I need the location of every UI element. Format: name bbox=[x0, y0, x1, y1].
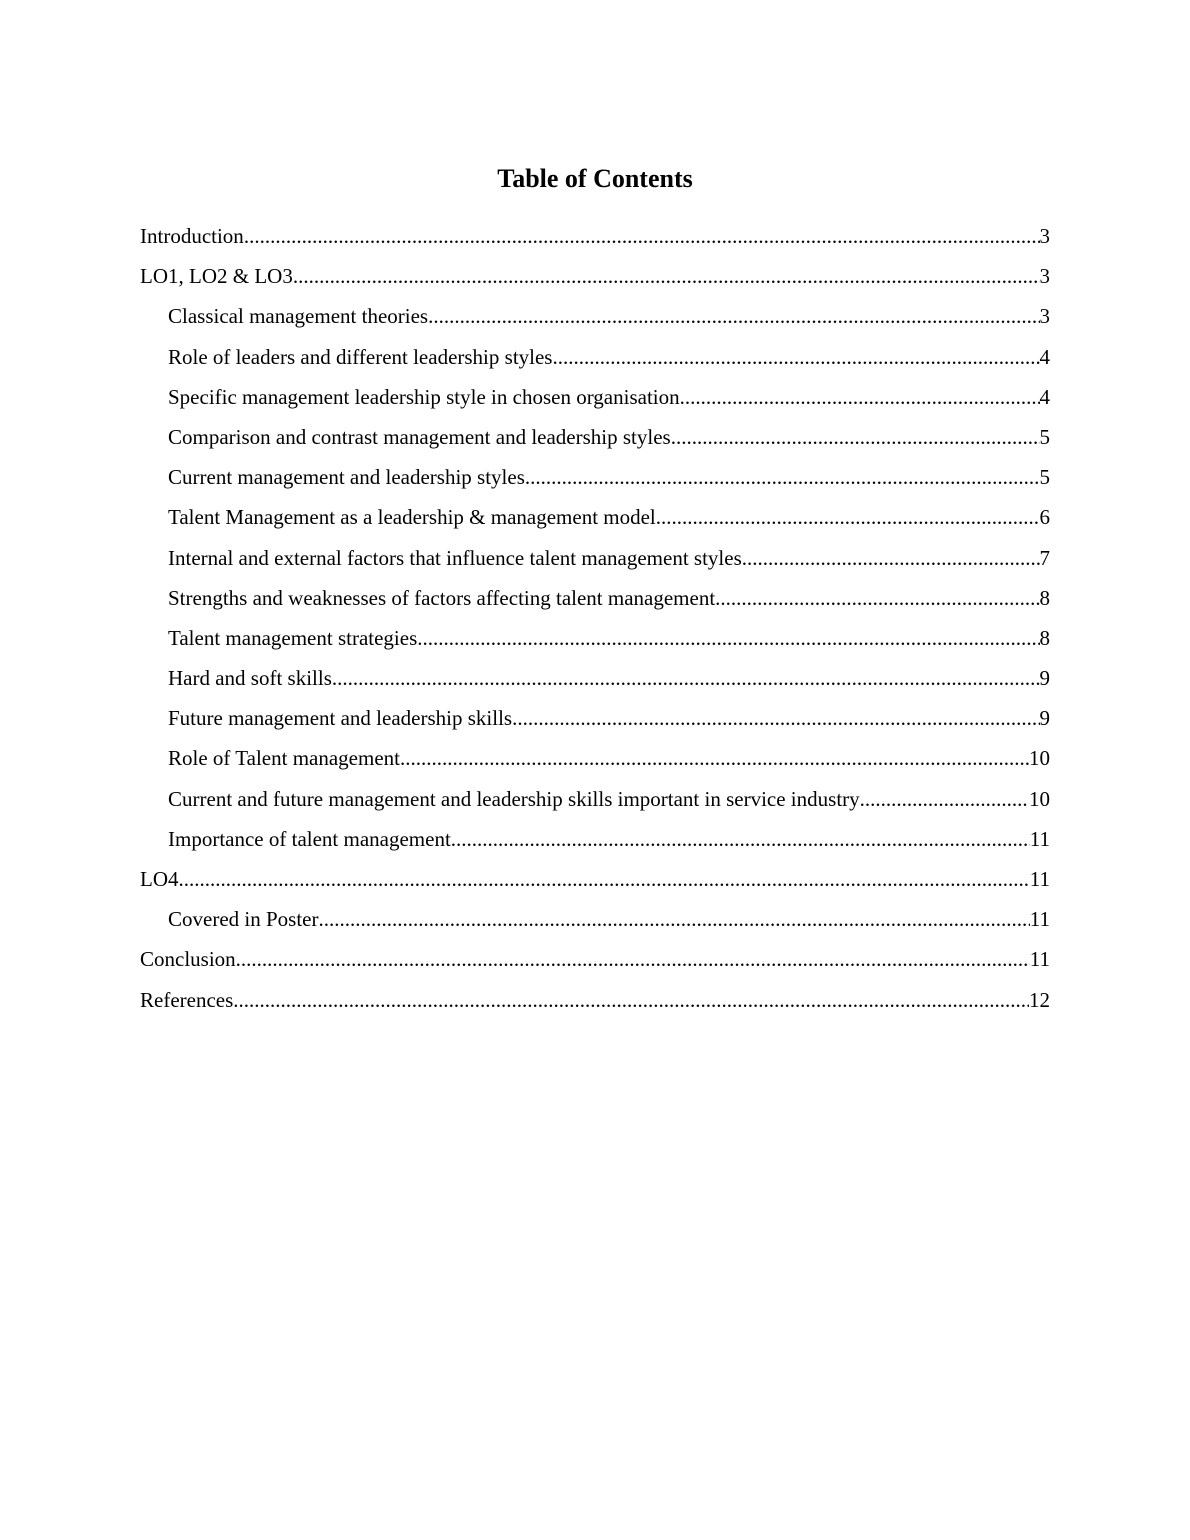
toc-entry-label: Strengths and weaknesses of factors affecting talent management bbox=[168, 585, 716, 610]
toc-entry-label: Talent management strategies bbox=[168, 625, 418, 650]
toc-dot-leader bbox=[742, 541, 1040, 575]
toc-dot-leader bbox=[512, 701, 1039, 735]
toc-entry-label: Introduction bbox=[140, 224, 244, 248]
toc-entry-page: 12 bbox=[1029, 987, 1050, 1012]
toc-entry-page: 9 bbox=[1039, 666, 1050, 691]
toc-entry-label: Role of leaders and different leadership styles bbox=[168, 344, 553, 369]
toc-dot-leader bbox=[525, 460, 1040, 494]
toc-entry-page: 10 bbox=[1029, 746, 1050, 771]
toc-entry-page: 4 bbox=[1039, 344, 1050, 369]
toc-entry-page: 3 bbox=[1039, 224, 1050, 248]
toc-entry-page: 11 bbox=[1029, 867, 1050, 891]
toc-dot-leader bbox=[400, 741, 1029, 775]
toc-entry[interactable] bbox=[140, 621, 1050, 661]
toc-entry-label: Specific management leadership style in chosen organisation bbox=[168, 384, 680, 409]
toc-entry-label: Covered in Poster bbox=[168, 907, 319, 932]
toc-entry[interactable] bbox=[140, 259, 1050, 299]
toc-entry-page: 5 bbox=[1039, 465, 1050, 490]
toc-entry-page: 7 bbox=[1039, 545, 1050, 570]
toc-entry[interactable] bbox=[140, 219, 1050, 259]
toc-entry[interactable] bbox=[140, 782, 1050, 822]
toc-dot-leader bbox=[318, 902, 1029, 936]
toc-entry-page: 10 bbox=[1029, 786, 1050, 811]
toc-entry[interactable] bbox=[140, 983, 1050, 1023]
toc-entry[interactable] bbox=[140, 741, 1050, 781]
toc-entry[interactable] bbox=[140, 822, 1050, 862]
toc-entry[interactable] bbox=[140, 380, 1050, 420]
toc-dot-leader bbox=[451, 822, 1030, 856]
toc-entry-label: Classical management theories bbox=[168, 304, 429, 329]
toc-entry-page: 8 bbox=[1039, 585, 1050, 610]
toc-dot-leader bbox=[656, 500, 1040, 534]
toc-entry[interactable] bbox=[140, 661, 1050, 701]
toc-entry-page: 11 bbox=[1029, 947, 1050, 972]
toc-dot-leader bbox=[428, 299, 1039, 333]
toc-entry-label: Future management and leadership skills bbox=[168, 706, 513, 731]
toc-entry-page: 5 bbox=[1039, 424, 1050, 449]
toc-entry-page: 6 bbox=[1039, 505, 1050, 530]
toc-entry-page: 3 bbox=[1039, 304, 1050, 329]
toc-entry[interactable] bbox=[140, 701, 1050, 741]
toc-entry[interactable] bbox=[140, 581, 1050, 621]
toc-dot-leader bbox=[244, 219, 1040, 253]
toc-entry-page: 4 bbox=[1039, 384, 1050, 409]
toc-entry-label: Hard and soft skills bbox=[168, 666, 332, 691]
toc-entry-label: References bbox=[140, 987, 234, 1012]
toc-dot-leader bbox=[233, 983, 1029, 1017]
toc-entry-label: Current management and leadership styles bbox=[168, 465, 525, 490]
toc-dot-leader bbox=[860, 782, 1029, 816]
toc-dot-leader bbox=[715, 581, 1039, 615]
toc-entry-page: 8 bbox=[1039, 625, 1050, 650]
toc-dot-leader bbox=[236, 942, 1030, 976]
toc-dot-leader bbox=[552, 340, 1039, 374]
toc-dot-leader bbox=[417, 621, 1039, 655]
toc-dot-leader bbox=[179, 862, 1030, 896]
toc-entry-label: Role of Talent management bbox=[168, 746, 400, 771]
toc-dot-leader bbox=[332, 661, 1040, 695]
toc-entry[interactable] bbox=[140, 942, 1050, 982]
toc-entry[interactable] bbox=[140, 420, 1050, 460]
toc-entry-label: Internal and external factors that influence talent management styles bbox=[168, 545, 742, 570]
toc-entry[interactable] bbox=[140, 460, 1050, 500]
toc-entry-page: 11 bbox=[1029, 826, 1050, 851]
toc-entry[interactable] bbox=[140, 541, 1050, 581]
toc-entry-label: Conclusion bbox=[140, 947, 236, 972]
toc-dot-leader bbox=[293, 259, 1040, 293]
toc-entry-label: LO4 bbox=[140, 867, 179, 891]
toc-entry[interactable] bbox=[140, 500, 1050, 540]
toc-entry-label: Talent Management as a leadership & management model bbox=[168, 505, 656, 530]
toc-entry-label: Comparison and contrast management and leadership styles bbox=[168, 424, 671, 449]
toc-entry-page: 3 bbox=[1039, 264, 1050, 289]
toc-dot-leader bbox=[671, 420, 1040, 454]
toc-entry[interactable] bbox=[140, 299, 1050, 339]
toc-entry-label: Importance of talent management bbox=[168, 826, 451, 851]
toc-entry-label: LO1, LO2 & LO3 bbox=[140, 264, 293, 289]
toc-entry[interactable] bbox=[140, 902, 1050, 942]
toc-entry[interactable] bbox=[140, 862, 1050, 902]
toc-entry-page: 9 bbox=[1039, 706, 1050, 731]
toc-title: Table of Contents bbox=[497, 164, 693, 193]
toc-entry-page: 11 bbox=[1029, 907, 1050, 932]
toc-dot-leader bbox=[680, 380, 1040, 414]
toc-list bbox=[140, 219, 1050, 1023]
toc-entry[interactable] bbox=[140, 340, 1050, 380]
toc-entry-label: Current and future management and leadership skills important in service industry bbox=[168, 786, 860, 811]
